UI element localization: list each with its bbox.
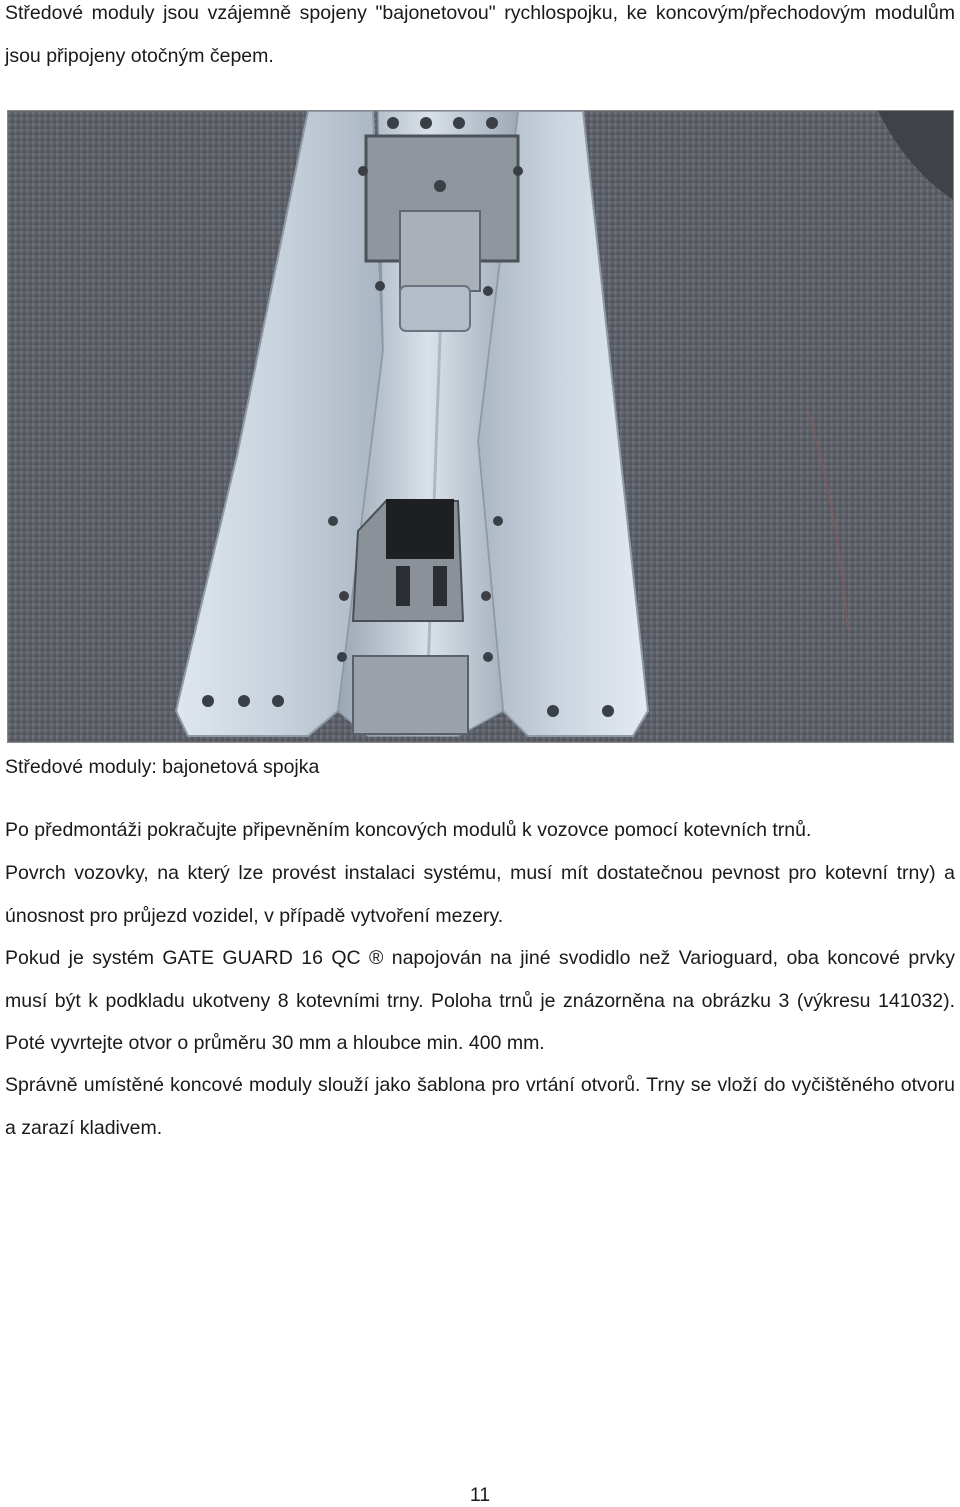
figure-caption: Středové moduly: bajonetová spojka <box>5 756 320 778</box>
template-paragraph: Správně umístěné koncové moduly slouží jako šablona pro vrtání otvorů. Trny se vloží do vyčištěného otvoru a zarazí kladivem. <box>5 1074 955 1139</box>
barrier-module-photo <box>7 110 954 743</box>
surface-paragraph: Povrch vozovky, na který lze provést instalaci systému, musí mít dostatečnou pevnost pro kotevní trny) a únosnost pro průjezd vozidel, v případě vytvoření mezery. <box>5 862 955 927</box>
after-mount-paragraph: Po předmontáži pokračujte připevněním koncových modulů k vozovce pomocí kotevních trnů. <box>5 819 812 841</box>
other-barrier-paragraph: Pokud je systém GATE GUARD 16 QC ® napojován na jiné svodidlo než Varioguard, oba koncové prvky musí být k podkladu ukotveny 8 kotevními trny. Poloha trnů je znázorněna na obrázku 3 (výkresu 141032). Poté vyvrtejte otvor o průměru 30 mm a hloubce min. 400 mm. <box>5 947 955 1054</box>
page-number: 11 <box>469 1484 491 1506</box>
intro-paragraph: Středové moduly jsou vzájemně spojeny "bajonetovou" rychlospojku, ke koncovým/přechodovým modulům jsou připojeny otočným čepem. <box>5 2 955 67</box>
